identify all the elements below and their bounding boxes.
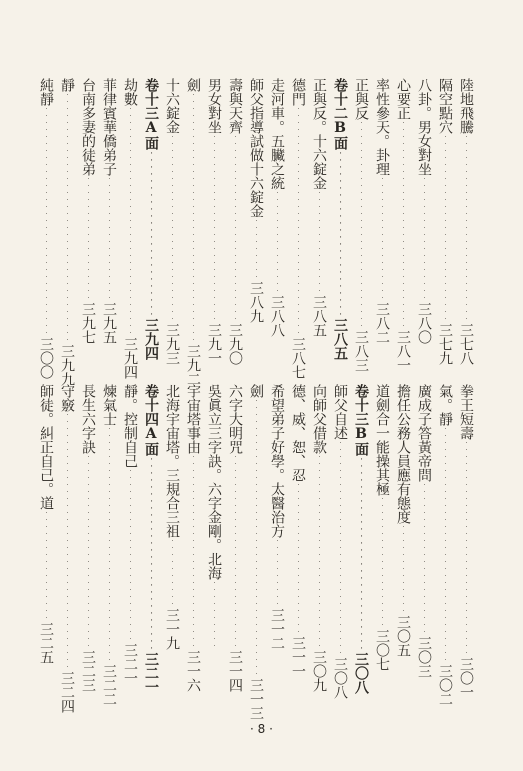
toc-entry-title: 長生六字訣 bbox=[80, 384, 96, 454]
toc-entry-page: 三〇二 bbox=[437, 664, 453, 706]
toc-entry-page: 三一六 bbox=[185, 650, 201, 692]
toc-entry bbox=[268, 384, 286, 696]
toc-entry-page: 三九三 bbox=[164, 323, 180, 365]
toc-entry bbox=[37, 78, 55, 379]
leader-dots: ································· bbox=[127, 106, 134, 337]
toc-entry-page: 三二一 bbox=[143, 652, 159, 694]
toc-entry-title: 率性參天。卦理 bbox=[374, 78, 390, 176]
leader-dots: ························· bbox=[127, 468, 134, 643]
toc-entry-page: 三〇九 bbox=[311, 650, 327, 692]
leader-dots: ········· bbox=[253, 218, 260, 281]
leader-dots: ············· bbox=[400, 524, 407, 615]
toc-entry-title: 靜。控制自己 bbox=[122, 384, 138, 468]
toc-entry-title: 劍 bbox=[185, 78, 201, 92]
toc-entry bbox=[37, 384, 55, 696]
toc-entry-page: 三八二 bbox=[374, 302, 390, 344]
toc-entry bbox=[310, 384, 328, 696]
toc-entry bbox=[205, 384, 223, 696]
toc-entry-page: 三〇八 bbox=[332, 657, 348, 699]
toc-entry bbox=[79, 78, 97, 366]
toc-entry-title: 向師父借款 bbox=[311, 384, 327, 454]
toc-entry-page: 三九四 bbox=[143, 318, 159, 360]
leader-dots: ···························· bbox=[85, 454, 92, 650]
toc-entry-page: 三九九 bbox=[59, 344, 75, 386]
toc-entry-page: 三二一 bbox=[122, 643, 138, 685]
leader-dots: ······················ bbox=[295, 482, 302, 636]
leader-dots: ·················· bbox=[85, 176, 92, 302]
toc-entry bbox=[394, 384, 412, 696]
toc-entry-title: 氣。靜 bbox=[437, 384, 453, 426]
leader-dots: ··························· bbox=[463, 134, 470, 323]
toc-entry-page: 三一九 bbox=[164, 608, 180, 650]
toc-entry-title: 德、威、恕、忍 bbox=[290, 384, 306, 482]
toc-volume-heading bbox=[331, 78, 349, 366]
toc-entry-page: 三八七 bbox=[290, 337, 306, 379]
toc-entry-title: 劍 bbox=[248, 384, 264, 398]
toc-entry-page: 三二三 bbox=[80, 650, 96, 692]
toc-entry-title: 心要正 bbox=[395, 78, 411, 120]
toc-entry-title: 卷十四A面 bbox=[143, 384, 159, 456]
toc-entry-title: 希望弟子好學。太醫治方 bbox=[269, 384, 285, 538]
leader-dots: ···································· bbox=[64, 92, 71, 344]
leader-dots: ·········· bbox=[211, 580, 218, 650]
toc-entry bbox=[184, 78, 202, 386]
leader-dots: ································· bbox=[295, 106, 302, 337]
toc-entry bbox=[373, 78, 391, 366]
toc-entry bbox=[457, 78, 475, 366]
toc-entry bbox=[247, 384, 265, 720]
toc-entry-title: 劫數 bbox=[122, 78, 138, 106]
toc-entry-title: 卷十二B面 bbox=[332, 78, 348, 150]
toc-entry-title: 走河車。五臟之統 bbox=[269, 78, 285, 190]
leader-dots: ···························· bbox=[316, 454, 323, 650]
toc-entry-title: 純靜 bbox=[38, 78, 54, 106]
toc-entry bbox=[58, 384, 76, 713]
toc-entry-page: 三八八 bbox=[269, 295, 285, 337]
toc-entry-title: 守竅 bbox=[59, 384, 75, 412]
toc-entry-page: 三一四 bbox=[227, 650, 243, 692]
leader-dots: ········································ bbox=[253, 398, 260, 678]
toc-entry bbox=[163, 78, 181, 366]
toc-entry-page: 三八一 bbox=[395, 330, 411, 372]
toc-entry bbox=[331, 384, 349, 699]
toc-entry bbox=[352, 78, 370, 372]
toc-entry bbox=[226, 78, 244, 366]
toc-entry bbox=[289, 78, 307, 379]
toc-entry-title: 道劍合一能操其極 bbox=[374, 384, 390, 496]
toc-entry-page: 三二四 bbox=[59, 671, 75, 713]
toc-entry-title: 師父自述 bbox=[332, 384, 348, 440]
toc-entry-title: 菲律賓華僑弟子 bbox=[101, 78, 117, 176]
toc-volume-heading bbox=[142, 384, 160, 696]
toc-entry bbox=[289, 384, 307, 696]
toc-entry-page: 三〇五 bbox=[395, 615, 411, 657]
leader-dots: ·················· bbox=[379, 176, 386, 302]
toc-entry bbox=[226, 384, 244, 696]
toc-entry bbox=[373, 384, 391, 696]
toc-entry-page: 三八五 bbox=[311, 295, 327, 337]
leader-dots: ························ bbox=[337, 150, 344, 318]
toc-entry-title: 北海宇宙塔。三規合三祖 bbox=[164, 384, 180, 538]
toc-entry-title: 正與反。十六錠金 bbox=[311, 78, 327, 190]
toc-entry-page: 三八九 bbox=[248, 281, 264, 323]
toc-entry bbox=[268, 78, 286, 366]
leader-dots: ··························· bbox=[442, 134, 449, 323]
toc-entry-title: 拳王短壽 bbox=[458, 384, 474, 440]
toc-volume-heading bbox=[142, 78, 160, 366]
toc-entry-page: 三九五 bbox=[101, 302, 117, 344]
toc-entry-page: 三二五 bbox=[38, 622, 54, 664]
toc-entry bbox=[247, 78, 265, 366]
toc-entry-title: 吳眞立三字訣。六字金剛。北海 bbox=[206, 384, 222, 580]
toc-entry-page: 三九一 bbox=[206, 323, 222, 365]
toc-entry-title: 廣成子答黃帝問 bbox=[416, 384, 432, 482]
leader-dots: ································· bbox=[43, 106, 50, 337]
leader-dots: ······························· bbox=[463, 440, 470, 657]
toc-entry bbox=[457, 384, 475, 699]
toc-entry-title: 壽與天齊 bbox=[227, 78, 243, 134]
toc-entry-title: 隔空點穴 bbox=[437, 78, 453, 134]
leader-dots: ··························· bbox=[232, 134, 239, 323]
toc-entry bbox=[79, 384, 97, 696]
toc-entry-page: 三七八 bbox=[458, 323, 474, 365]
toc-entry bbox=[310, 78, 328, 366]
leader-dots: ······························ bbox=[358, 120, 365, 330]
toc-entry-page: 三八三 bbox=[353, 330, 369, 372]
toc-entry-title: 宇宙塔事由 bbox=[185, 384, 201, 454]
leader-dots: ···························· bbox=[190, 454, 197, 650]
toc-entry-title: 靜 bbox=[59, 78, 75, 92]
toc-entry bbox=[184, 384, 202, 696]
toc-entry-title: 卷十三B面 bbox=[353, 384, 369, 456]
toc-entry-page: 三一一 bbox=[290, 636, 306, 678]
leader-dots: ················ bbox=[43, 510, 50, 622]
toc-entry-title: 陸地飛騰 bbox=[458, 78, 474, 134]
toc-entry-title: 擔任公務人員應有態度 bbox=[395, 384, 411, 524]
toc-entry-title: 師徒。糾正自己。道 bbox=[38, 384, 54, 510]
toc-entry-page: 三九〇 bbox=[227, 323, 243, 365]
toc-entry-page: 三一三 bbox=[248, 678, 264, 720]
toc-entry bbox=[415, 384, 433, 696]
toc-entry-title: 男女對坐 bbox=[206, 78, 222, 134]
toc-entry-page: 三八〇 bbox=[416, 302, 432, 344]
toc-entry bbox=[436, 384, 454, 706]
page-number: · 8 · bbox=[250, 722, 273, 736]
toc-entry bbox=[394, 78, 412, 372]
toc-entry-page: 三二二 bbox=[101, 664, 117, 706]
toc-entry-title: 台南多妻的徒弟 bbox=[80, 78, 96, 176]
toc-entry-title: 煉氣士 bbox=[101, 384, 117, 426]
leader-dots: ·········· bbox=[169, 538, 176, 608]
toc-entry-page: 三九七 bbox=[80, 302, 96, 344]
leader-dots: ························ bbox=[148, 150, 155, 318]
leader-dots: ··············· bbox=[274, 190, 281, 295]
leader-dots: ·················· bbox=[421, 176, 428, 302]
toc-entry-title: 師父指導試做十六錠金 bbox=[248, 78, 264, 218]
toc-entry-page: 三一二 bbox=[269, 608, 285, 650]
toc-entry bbox=[163, 384, 181, 696]
toc-entry-title: 十六錠金 bbox=[164, 78, 180, 134]
toc-entry-title: 正與反 bbox=[353, 78, 369, 120]
toc-entry bbox=[58, 78, 76, 386]
toc-entry bbox=[121, 78, 139, 379]
leader-dots: ··························· bbox=[169, 134, 176, 323]
toc-entry-title: 德門 bbox=[290, 78, 306, 106]
leader-dots: ··························· bbox=[211, 134, 218, 323]
toc-entry bbox=[121, 384, 139, 696]
toc-entry bbox=[415, 78, 433, 366]
toc-entry-title: 卷十三A面 bbox=[143, 78, 159, 150]
leader-dots: ····································· bbox=[64, 412, 71, 671]
leader-dots: ···································· bbox=[190, 92, 197, 344]
leader-dots: ·················· bbox=[106, 176, 113, 302]
leader-dots: ···························· bbox=[232, 454, 239, 650]
toc-entry-page: 三〇一 bbox=[458, 657, 474, 699]
toc-entry-title: 六字大明咒 bbox=[227, 384, 243, 454]
toc-entry-page: 三〇七 bbox=[374, 629, 390, 671]
toc-entry-page: 三〇三 bbox=[416, 636, 432, 678]
toc-entry bbox=[100, 384, 118, 706]
leader-dots: ······················ bbox=[421, 482, 428, 636]
leader-dots: ···························· bbox=[358, 456, 365, 652]
toc-volume-heading bbox=[352, 384, 370, 696]
toc-entry-page: 三〇八 bbox=[353, 652, 369, 694]
leader-dots: ·································· bbox=[106, 426, 113, 664]
toc-entry-page: 三〇〇 bbox=[38, 337, 54, 379]
leader-dots: ······························· bbox=[337, 440, 344, 657]
toc-entry bbox=[205, 78, 223, 366]
toc-entry-page: 三九二 bbox=[185, 344, 201, 386]
toc-entry-page: 三八五 bbox=[332, 318, 348, 360]
leader-dots: ··············· bbox=[316, 190, 323, 295]
leader-dots: ··················· bbox=[379, 496, 386, 629]
toc-entry bbox=[436, 78, 454, 366]
toc-entry bbox=[100, 78, 118, 366]
toc-entry-page: 三七九 bbox=[437, 323, 453, 365]
leader-dots: ·········· bbox=[274, 538, 281, 608]
leader-dots: ···························· bbox=[148, 456, 155, 652]
leader-dots: ······························ bbox=[400, 120, 407, 330]
toc-entry-page: 三九四 bbox=[122, 337, 138, 379]
toc-entry-title: 八卦。男女對坐 bbox=[416, 78, 432, 176]
leader-dots: ·································· bbox=[442, 426, 449, 664]
